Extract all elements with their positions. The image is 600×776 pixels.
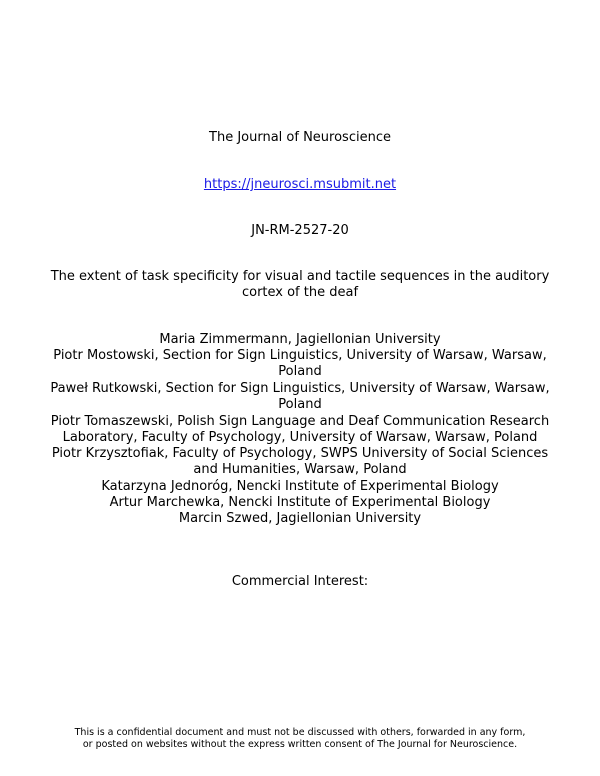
author-line: Maria Zimmermann, Jagiellonian University xyxy=(159,332,441,347)
author-line: Marcin Szwed, Jagiellonian University xyxy=(178,511,422,526)
submission-url-wrapper xyxy=(30,177,570,193)
footer-line: This is a confidential document and must not be discussed with others, forwarded in any form, xyxy=(74,727,526,738)
author-line: Laboratory, Faculty of Psychology, University of Warsaw, Warsaw, Poland xyxy=(62,430,538,445)
author-line: Paweł Rutkowski, Section for Sign Linguistics, University of Warsaw, Warsaw, xyxy=(50,381,550,396)
submission-url-link[interactable]: https://jneurosci.msubmit.net xyxy=(203,177,397,192)
title-line: cortex of the deaf xyxy=(241,285,359,300)
author-line: Poland xyxy=(278,397,322,412)
journal-name: The Journal of Neuroscience xyxy=(209,130,391,145)
author-line: Poland xyxy=(278,364,322,379)
author-line: Artur Marchewka, Nencki Institute of Experimental Biology xyxy=(109,495,491,510)
confidentiality-footer xyxy=(20,727,580,751)
author-line: Katarzyna Jednoróg, Nencki Institute of Experimental Biology xyxy=(101,479,499,494)
author-line: Piotr Tomaszewski, Polish Sign Language and Deaf Communication Research xyxy=(50,414,550,429)
footer-line: or posted on websites without the express written consent of The Journal for Neuroscience. xyxy=(82,739,518,750)
title-line: The extent of task specificity for visual and tactile sequences in the auditory xyxy=(50,269,550,284)
author-line: and Humanities, Warsaw, Poland xyxy=(193,462,407,477)
manuscript-id: JN-RM-2527-20 xyxy=(251,223,349,238)
author-line: Piotr Krzysztofiak, Faculty of Psychology, SWPS University of Social Sciences xyxy=(51,446,549,461)
author-line: Piotr Mostowski, Section for Sign Linguistics, University of Warsaw, Warsaw, xyxy=(53,348,547,363)
commercial-interest: Commercial Interest: xyxy=(231,574,369,589)
